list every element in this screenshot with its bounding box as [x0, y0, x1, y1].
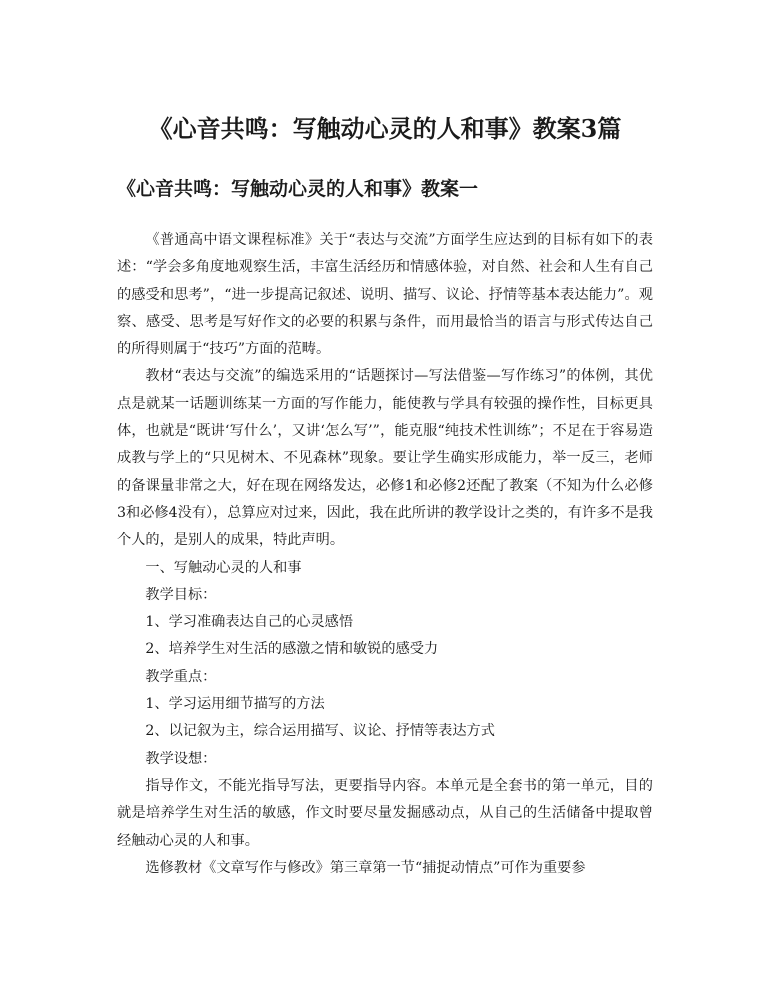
label-teaching-focus: 教学重点： [145, 668, 217, 685]
paragraph-writing-guidance: 指导作文，不能光指导写法，更要指导内容。本单元是全套书的第一单元，目的就是培养学生对生活的敏感，作文时要尽量发掘感动点，从自己的生活储备中提取曾经触动心灵的人和事。 [117, 777, 653, 849]
document-title: 《心音共鸣：写触动心灵的人和事》教案3篇 [148, 114, 622, 143]
section-title: 《心音共鸣：写触动心灵的人和事》教案一 [117, 178, 479, 200]
focus-item-2: 2、以记叙为主，综合运用描写、议论、抒情等表达方式 [145, 723, 495, 740]
paragraph-curriculum-standard: 《普通高中语文课程标准》关于“表达与交流”方面学生应达到的目标有如下的表述：“学会多角度地观察生活，丰富生活经历和情感体验，对自然、社会和人生有自己的感受和思考”，“进一步提高记叙述、说明、描写、议论、抒情等基本表达能力”。观察、感受、思考是写好作文的必要的积累与条件，而用最恰当的语言与形式传达自己的所得则属于“技巧”方面的范畴。 [117, 232, 653, 358]
goal-item-1: 1、学习准确表达自己的心灵感悟 [145, 614, 354, 631]
label-teaching-goals: 教学目标： [145, 586, 217, 603]
heading-lesson-one: 一、写触动心灵的人和事 [145, 559, 302, 576]
paragraph-textbook-design: 教材“表达与交流”的编选采用的“话题探讨—写法借鉴—写作练习”的体例，其优点是就某一话题训练某一方面的写作能力，能使教与学具有较强的操作性，目标更具体，也就是“既讲‘写什么’，又讲‘怎么写’”，能克服“纯技术性训练”；不足在于容易造成教与学上的“只见树木、不见森林”现象。要让学生确实形成能力，举一反三，老师的备课量非常之大，好在现在网络发达，必修1和必修2还配了教案（不知为什么必修3和必修4没有），总算应对过来，因此，我在此所讲的教学设计之类的，有许多不是我个人的，是别人的成果，特此声明。 [117, 368, 653, 549]
goal-item-2: 2、培养学生对生活的感激之情和敏锐的感受力 [145, 641, 439, 658]
paragraph-elective-textbook: 选修教材《文章写作与修改》第三章第一节“捕捉动情点”可作为重要参 [145, 859, 586, 876]
document-body [117, 227, 653, 882]
label-teaching-plan: 教学设想： [145, 750, 217, 767]
focus-item-1: 1、学习运用细节描写的方法 [145, 696, 325, 713]
